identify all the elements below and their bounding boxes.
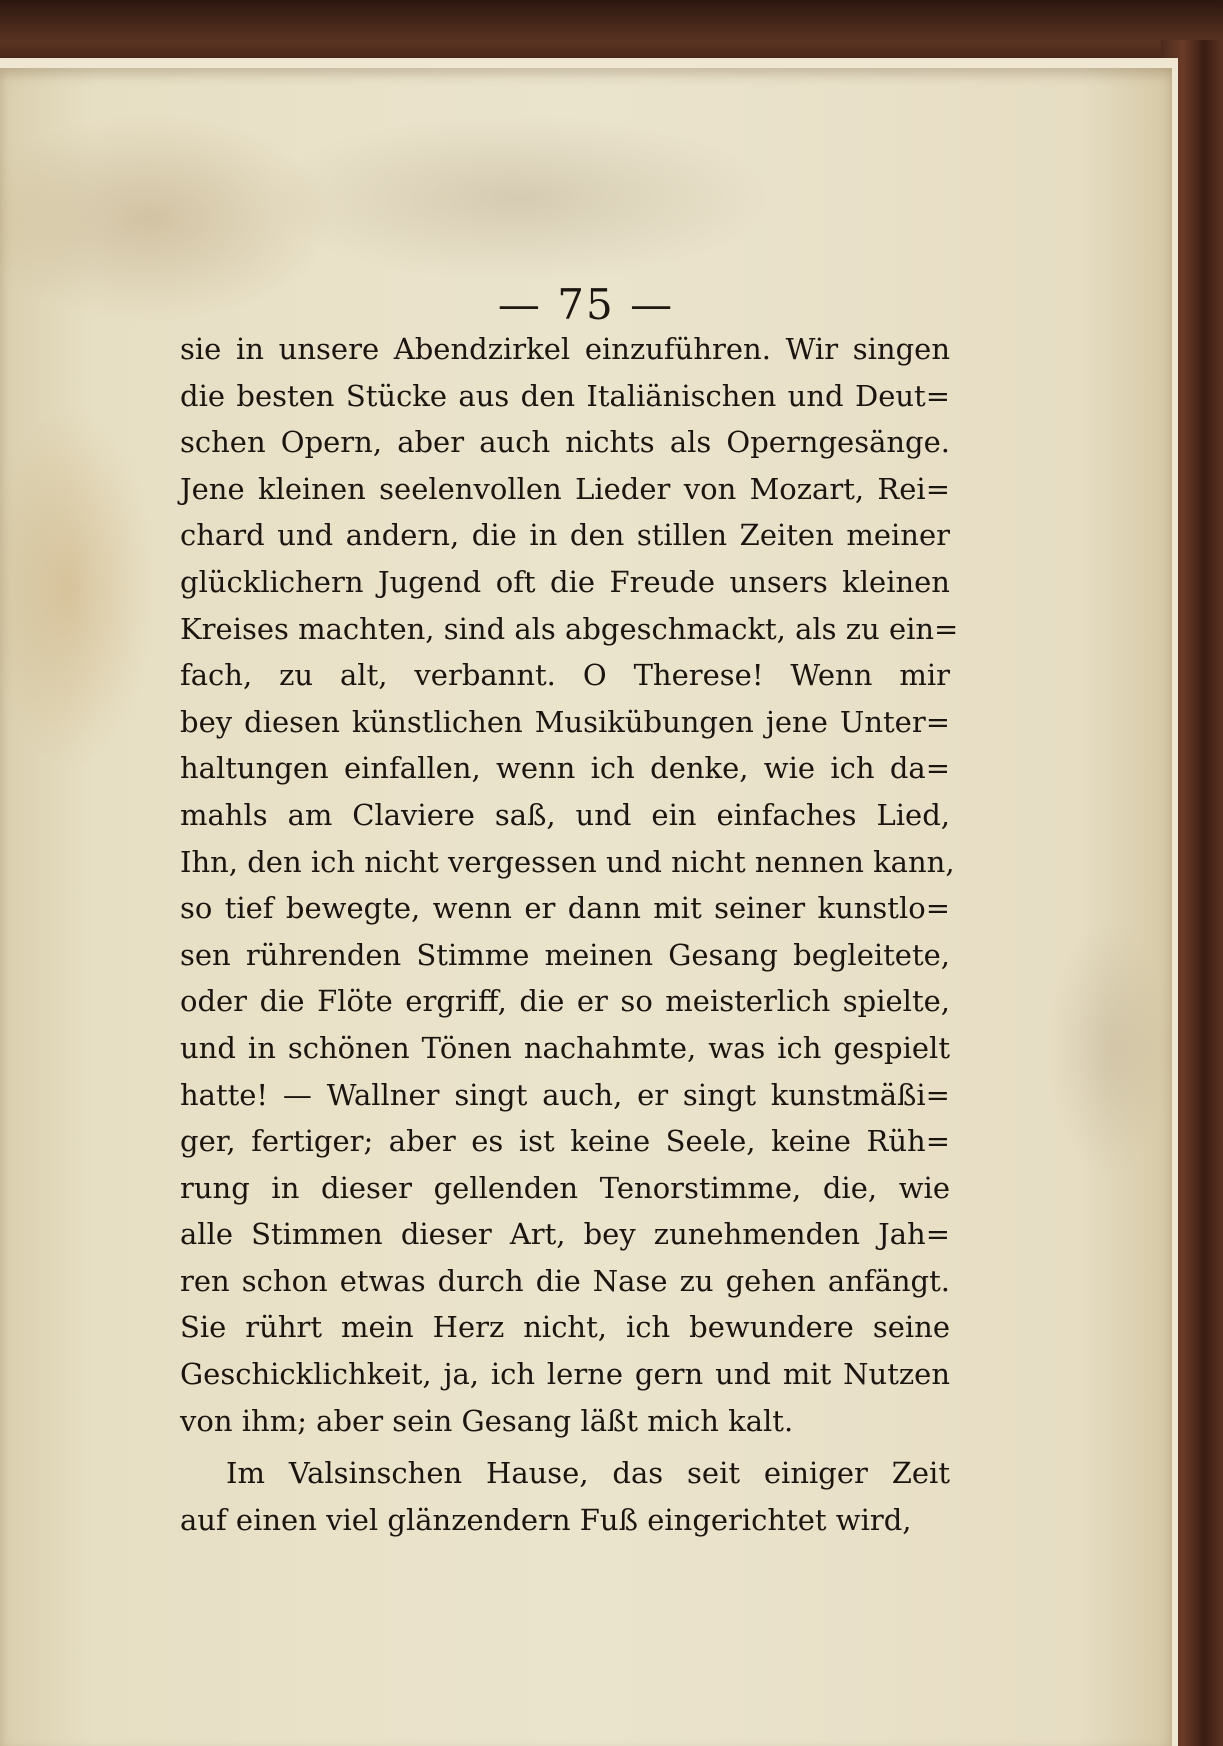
paragraph	[180, 326, 959, 1444]
text-line: schen Opern, aber auch nichts als Operngesänge.	[180, 425, 950, 460]
book-page	[0, 68, 1172, 1746]
text-line: chard und andern, die in den stillen Zeiten meiner	[180, 518, 950, 553]
text-line: so tief bewegte, wenn er dann mit seiner kunstlo=	[180, 891, 950, 926]
text-line: rung in dieser gellenden Tenorstimme, die, wie	[180, 1170, 950, 1205]
paragraph	[180, 1450, 950, 1543]
text-line: alle Stimmen dieser Art, bey zunehmenden Jah=	[180, 1217, 950, 1252]
text-line: die besten Stücke aus den Italiänischen und Deut=	[180, 378, 950, 413]
text-line: von ihm; aber sein Gesang läßt mich kalt.	[180, 1403, 794, 1438]
text-line: hatte! — Wallner singt auch, er singt kunstmäßi=	[180, 1077, 950, 1112]
text-line: glücklichern Jugend oft die Freude unsers kleinen	[180, 564, 950, 599]
text-line: Im Valsinschen Hause, das seit einiger Zeit	[226, 1456, 950, 1491]
text-line: haltungen einfallen, wenn ich denke, wie ich da=	[180, 751, 950, 786]
page-number: — 75 —	[497, 280, 675, 329]
text-line: mahls am Claviere saß, und ein einfaches Lied,	[180, 797, 950, 832]
text-line: und in schönen Tönen nachahmte, was ich gespielt	[180, 1030, 950, 1065]
text-line: auf einen viel glänzendern Fuß eingerichtet wird,	[180, 1502, 912, 1537]
text-line: bey diesen künstlichen Musikübungen jene Unter=	[180, 704, 950, 739]
text-line: Jene kleinen seelenvollen Lieder von Mozart, Rei=	[180, 471, 950, 506]
body-text	[180, 326, 959, 1543]
text-line: sen rührenden Stimme meinen Gesang begleitete,	[180, 937, 950, 972]
text-line: sie in unsere Abendzirkel einzuführen. Wir singen	[180, 332, 950, 366]
text-line: Sie rührt mein Herz nicht, ich bewundere seine	[180, 1310, 950, 1345]
text-line: fach, zu alt, verbannt. O Therese! Wenn mir	[180, 658, 950, 693]
text-line: ger, fertiger; aber es ist keine Seele, keine Rüh=	[180, 1124, 950, 1159]
text-line: Kreises machten, sind als abgeschmackt, als zu ein=	[180, 611, 959, 646]
text-line: oder die Flöte ergriff, die er so meisterlich spielte,	[180, 984, 950, 1019]
text-line: Ihn, den ich nicht vergessen und nicht nennen kann,	[180, 844, 955, 879]
text-line: ren schon etwas durch die Nase zu gehen anfängt.	[180, 1263, 950, 1298]
text-line: Geschicklichkeit, ja, ich lerne gern und mit Nutzen	[180, 1357, 950, 1392]
page-header	[0, 280, 1172, 329]
